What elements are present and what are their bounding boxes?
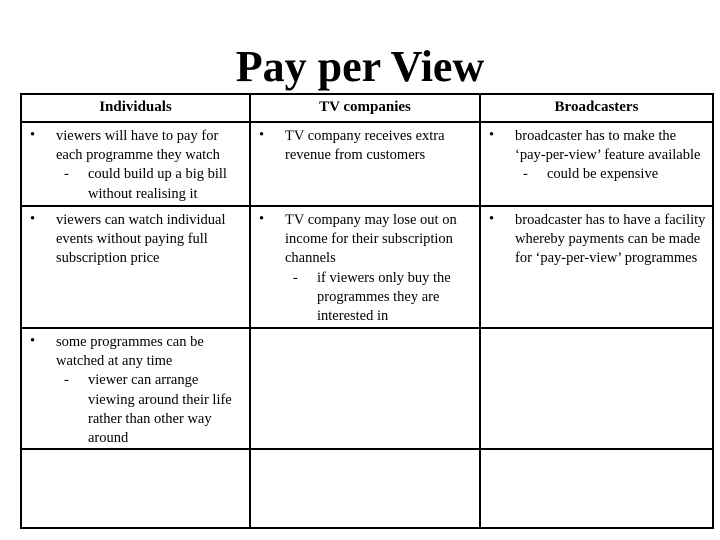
table-cell	[21, 206, 250, 328]
table-cell	[250, 122, 480, 206]
header-tv-companies: TV companies	[250, 94, 480, 122]
table-cell-empty	[480, 449, 713, 528]
table-row	[21, 122, 713, 206]
bullet-icon: •	[259, 127, 265, 143]
header-broadcasters: Broadcasters	[480, 94, 713, 122]
bullet-text: broadcaster has to make the ‘pay-per-view’ feature available	[515, 128, 701, 164]
table-cell	[480, 206, 713, 328]
bullet-text: some programmes can be watched at any time	[56, 334, 204, 370]
bullet-icon: •	[30, 127, 36, 143]
dash-icon: -	[64, 372, 69, 389]
sub-text: if viewers only buy the programmes they are interested in	[317, 269, 451, 325]
sub-text: viewer can arrange viewing around their life rather than other way around	[88, 372, 232, 447]
table-cell-empty	[250, 449, 480, 528]
table-cell-empty	[250, 328, 480, 449]
bullet-icon: •	[489, 211, 495, 227]
table-cell	[480, 122, 713, 206]
bullet-icon: •	[259, 211, 265, 227]
dash-icon: -	[64, 166, 69, 183]
table-row-empty	[21, 449, 713, 528]
table-cell	[21, 122, 250, 206]
page-title: Pay per View	[235, 42, 485, 91]
bullet-icon: •	[30, 333, 36, 349]
sub-text: could be expensive	[547, 166, 659, 183]
table-cell-empty	[21, 449, 250, 528]
table-cell-empty	[480, 328, 713, 449]
table-row	[21, 206, 713, 328]
table-cell	[21, 328, 250, 449]
bullet-text: viewers will have to pay for each programme they watch	[56, 128, 220, 164]
sub-text: could build up a big bill without realising it	[88, 166, 227, 202]
dash-icon: -	[523, 166, 528, 183]
header-row	[21, 94, 713, 122]
bullet-text: viewers can watch individual events without paying full subscription price	[56, 212, 226, 267]
bullet-icon: •	[30, 211, 36, 227]
bullet-icon: •	[489, 127, 495, 143]
bullet-text: TV company receives extra revenue from customers	[285, 128, 445, 164]
dash-icon: -	[293, 269, 298, 286]
bullet-text: broadcaster has to have a facility whereby payments can be made for ‘pay-per-view’ programmes	[515, 212, 706, 267]
bullet-text: TV company may lose out on income for their subscription channels	[285, 212, 457, 267]
header-individuals: Individuals	[21, 94, 250, 122]
table-cell	[250, 206, 480, 328]
table-row	[21, 328, 713, 449]
comparison-table	[20, 93, 714, 529]
